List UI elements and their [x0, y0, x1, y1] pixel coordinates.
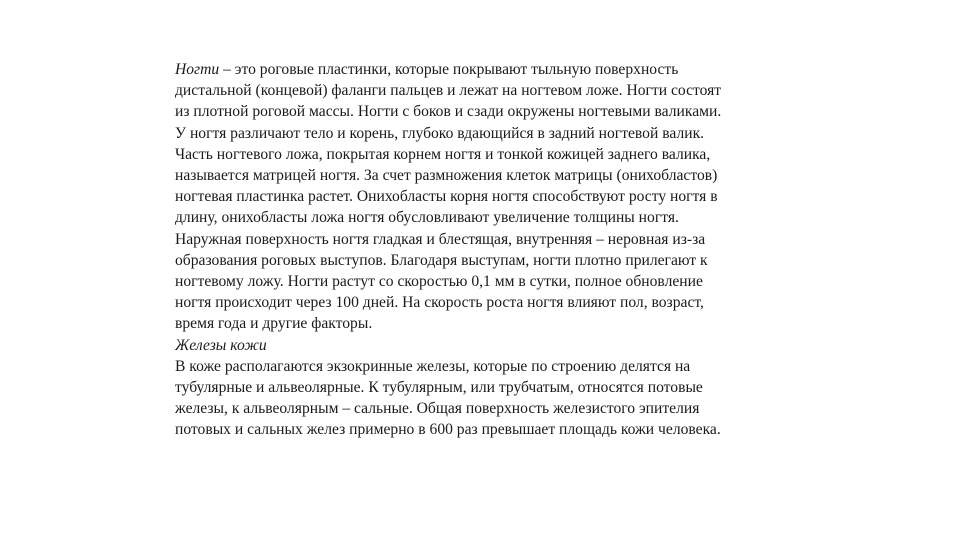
paragraph-line: Наружная поверхность ногтя гладкая и блестящая, внутренняя – неровная из-за: [175, 230, 706, 248]
paragraph-line: железы, к альвеолярным – сальные. Общая поверхность железистого эпителия: [175, 400, 700, 418]
paragraph-line: длину, онихобласты ложа ногтя обусловливают увеличение толщины ногтя.: [175, 209, 679, 227]
paragraph-text: – это роговые пластинки, которые покрывают тыльную поверхность: [219, 61, 679, 78]
paragraph-line: время года и другие факторы.: [175, 315, 373, 333]
paragraph-line: дистальной (концевой) фаланги пальцев и лежат на ногтевом ложе. Ногти состоят: [175, 82, 722, 100]
paragraph-line: У ногтя различают тело и корень, глубоко вдающийся в задний ногтевой валик.: [175, 124, 705, 142]
nails-heading: Ногти: [175, 61, 220, 78]
paragraph-line: Часть ногтевого ложа, покрытая корнем ногтя и тонкой кожицей заднего валика,: [175, 145, 711, 163]
paragraph-line: из плотной роговой массы. Ногти с боков и сзади окружены ногтевыми валиками.: [175, 103, 722, 121]
paragraph-line: образования роговых выступов. Благодаря выступам, ногти плотно прилегают к: [175, 251, 708, 269]
paragraph-line: ногтя происходит через 100 дней. На скорость роста ногтя влияют пол, возраст,: [175, 294, 704, 312]
paragraph-line: ногтевая пластинка растет. Онихобласты корня ногтя способствуют росту ногтя в: [175, 188, 718, 206]
glands-heading: Железы кожи: [175, 336, 267, 354]
paragraph-line: называется матрицей ногтя. За счет размножения клеток матрицы (онихобластов): [175, 167, 718, 185]
paragraph-line: тубулярные и альвеолярные. К тубулярным, или трубчатым, относятся потовые: [175, 379, 703, 397]
paragraph-line: ногтевому ложу. Ногти растут со скоростью 0,1 мм в сутки, полное обновление: [175, 273, 703, 291]
text-body: [175, 59, 825, 441]
paragraph-line: потовых и сальных желез примерно в 600 раз превышает площадь кожи человека.: [175, 421, 721, 439]
paragraph-line: В коже располагаются экзокринные железы, которые по строению делятся на: [175, 357, 691, 375]
paragraph-line: [175, 59, 825, 80]
